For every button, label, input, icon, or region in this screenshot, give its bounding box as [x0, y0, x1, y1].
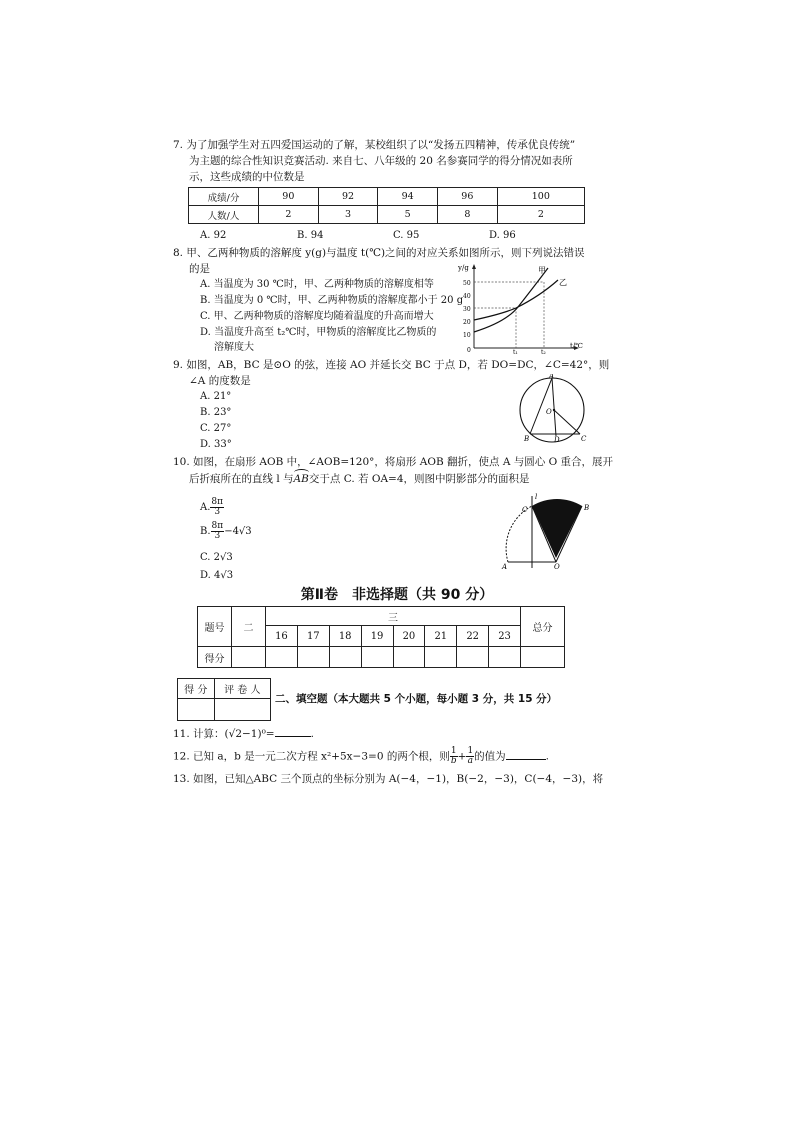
option-prefix: A. — [200, 502, 211, 513]
q12: 12. 已知 a，b 是一元二次方程 x²+5x−3=0 的两个根，则 $\frac{1}{b}$ + $\frac{1}{a}$ 的值为 . — [173, 746, 550, 766]
score-entry-cell[interactable] — [489, 647, 521, 668]
score-cell: 100 — [497, 188, 584, 206]
table-header-cell: 成绩/分 — [189, 188, 259, 206]
graph-y-tick: 50 — [463, 280, 471, 287]
figure-label-a: A — [502, 563, 508, 570]
question-number-cell: 18 — [329, 626, 361, 647]
q7-option-b: B. 94 — [297, 230, 324, 241]
denominator: 3 — [214, 531, 221, 541]
grader-table — [177, 678, 271, 721]
q10-option-b — [200, 522, 252, 541]
shaded-region — [532, 499, 582, 558]
table-row — [189, 188, 585, 206]
q8-option-d-cont: 溶解度大 — [214, 342, 254, 353]
q13-line1: 13. 如图，已知△ABC 三个顶点的坐标分别为 A(−4，−1)，B(−2，−3)，C(−4，−3)，将 — [173, 773, 604, 785]
graph-y-tick: 30 — [463, 306, 471, 313]
score-entry-cell[interactable] — [521, 647, 565, 668]
score-cell: 94 — [378, 188, 438, 206]
q9-option-d: D. 33° — [200, 439, 232, 450]
figure-label-o: O — [546, 408, 552, 416]
table-header-cell: 三 — [266, 607, 521, 626]
q9-line2: ∠A 的度数是 — [189, 375, 251, 387]
score-cell: 92 — [318, 188, 378, 206]
graph-label-jia: 甲 — [538, 266, 546, 275]
question-number-cell: 23 — [489, 626, 521, 647]
q10-option-c: C. 2√3 — [200, 552, 233, 563]
q10-option-d: D. 4√3 — [200, 570, 234, 581]
fraction — [211, 522, 225, 541]
figure-label-o: O — [554, 563, 560, 570]
score-entry-cell[interactable] — [329, 647, 361, 668]
question-number-cell: 16 — [266, 626, 298, 647]
q7-score-table — [188, 187, 585, 224]
question-number-cell: 21 — [425, 626, 457, 647]
answer-blank[interactable] — [506, 749, 546, 760]
table-header-cell: 评 卷 人 — [214, 679, 270, 699]
arc-ab-label: AB — [293, 473, 309, 485]
plus-sign: + — [457, 750, 467, 763]
figure-label-l: l — [535, 493, 538, 501]
q7-option-d: D. 96 — [489, 230, 516, 241]
score-entry-cell[interactable] — [361, 647, 393, 668]
table-header-cell: 人数/人 — [189, 206, 259, 224]
score-entry-cell[interactable] — [232, 647, 266, 668]
option-prefix: B. — [200, 526, 211, 537]
numerator: 1 — [467, 746, 474, 756]
q8-option-d: D. 当温度升高至 t₂℃时，甲物质的溶解度比乙物质的 — [200, 327, 437, 338]
q12-post: 的值为 — [474, 750, 506, 763]
q10-line2-post: 交于点 C. 若 OA=4，则图中阴影部分的面积是 — [308, 473, 530, 485]
count-cell: 8 — [438, 206, 498, 224]
table-header-cell: 总分 — [521, 607, 565, 647]
table-row — [178, 679, 271, 699]
q7-option-a: A. 92 — [200, 230, 227, 241]
q7-line1: 7. 为了加强学生对五四爱国运动的了解，某校组织了以“发扬五四精神，传承优良传统” — [173, 139, 576, 151]
section2-heading: 二、填空题（本大题共 5 个小题，每小题 3 分，共 15 分） — [275, 693, 558, 705]
q9-option-b: B. 23° — [200, 407, 232, 418]
q7-line2: 为主题的综合性知识竞赛活动. 来自七、八年级的 20 名参赛同学的得分情况如表所 — [189, 155, 573, 167]
score-entry-cell[interactable] — [178, 699, 215, 721]
figure-label-d: D — [554, 436, 560, 444]
table-row — [198, 647, 565, 668]
q9-circle-figure — [518, 374, 590, 446]
graph-y-tick: 20 — [463, 319, 471, 326]
numerator: 8π — [211, 497, 224, 507]
score-entry-cell[interactable] — [425, 647, 457, 668]
arc-ab — [294, 472, 309, 486]
denominator: a — [467, 756, 473, 766]
q8-solubility-graph — [456, 262, 588, 354]
fraction — [210, 498, 224, 517]
graph-label-yi: 乙 — [559, 278, 567, 287]
table-header-cell: 得 分 — [178, 679, 215, 699]
graph-x-axis-label: t/℃ — [570, 342, 584, 350]
score-cell: 90 — [259, 188, 319, 206]
option-tail: −4√3 — [224, 526, 252, 537]
q10-option-a — [200, 498, 224, 517]
q12-pre: 12. 已知 a，b 是一元二次方程 x²+5x−3=0 的两个根，则 — [173, 750, 450, 763]
denominator: 3 — [214, 507, 221, 517]
score-entry-cell[interactable] — [297, 647, 329, 668]
numerator: 1 — [450, 746, 457, 756]
score-entry-cell[interactable] — [393, 647, 425, 668]
q9-option-a: A. 21° — [200, 391, 232, 402]
q8-option-b: B. 当温度为 0 ℃时，甲、乙两种物质的溶解度都小于 20 g — [200, 295, 464, 306]
curve-yi — [474, 280, 558, 320]
denominator: b — [450, 756, 457, 766]
q11: 11. 计算：(√2−1)⁰= . — [173, 728, 314, 740]
table-row — [189, 206, 585, 224]
table-row — [178, 699, 271, 721]
part2-score-table — [197, 606, 565, 668]
score-cell: 96 — [438, 188, 498, 206]
q8-line1: 8. 甲、乙两种物质的溶解度 y(g)与温度 t(℃)之间的对应关系如图所示，则下列说法错误 — [173, 247, 585, 259]
figure-label-a: A — [549, 374, 555, 380]
score-entry-cell[interactable] — [266, 647, 298, 668]
q10-line2-pre: 后折痕所在的直线 l 与 — [189, 473, 294, 485]
q7-line3: 示，这些成绩的中位数是 — [189, 171, 305, 183]
graph-x-tick: t₁ — [513, 349, 518, 354]
graph-y-tick: 10 — [463, 332, 471, 339]
table-row — [198, 607, 565, 626]
fraction — [466, 747, 474, 766]
count-cell: 3 — [318, 206, 378, 224]
graph-origin: 0 — [467, 347, 471, 354]
grader-entry-cell[interactable] — [214, 699, 270, 721]
figure-label-b: B — [524, 435, 530, 443]
q10-line2 — [189, 472, 530, 486]
q8-line2: 的是 — [189, 263, 210, 275]
figure-label-c: C — [581, 435, 587, 443]
graph-x-tick: t₂ — [541, 349, 546, 354]
figure-label-b: B — [584, 504, 590, 512]
table-header-cell: 题号 — [198, 607, 232, 647]
q9-line1: 9. 如图，AB，BC 是⊙O 的弦，连接 AO 并延长交 BC 于点 D，若 DO=DC，∠C=42°，则 — [173, 359, 610, 371]
q10-sector-figure — [498, 492, 594, 570]
q9-option-c: C. 27° — [200, 423, 232, 434]
score-entry-cell[interactable] — [457, 647, 489, 668]
numerator: 8π — [211, 521, 224, 531]
arc-mark — [294, 469, 309, 476]
count-cell: 5 — [378, 206, 438, 224]
q11-text: 11. 计算：(√2−1)⁰= — [173, 728, 275, 740]
question-number-cell: 22 — [457, 626, 489, 647]
part2-title: 第Ⅱ卷 非选择题（共 90 分） — [300, 587, 494, 603]
fraction — [450, 747, 458, 766]
question-number-cell: 17 — [297, 626, 329, 647]
count-cell: 2 — [497, 206, 584, 224]
table-header-cell: 得分 — [198, 647, 232, 668]
q7-option-c: C. 95 — [393, 230, 420, 241]
figure-label-c: C — [522, 506, 528, 514]
graph-y-tick: 40 — [463, 293, 471, 300]
count-cell: 2 — [259, 206, 319, 224]
q8-option-c: C. 甲、乙两种物质的溶解度均随着温度的升高而增大 — [200, 311, 434, 322]
question-number-cell: 19 — [361, 626, 393, 647]
table-header-cell: 二 — [232, 607, 266, 647]
answer-blank[interactable] — [275, 726, 311, 737]
q10-line1: 10. 如图，在扇形 AOB 中，∠AOB=120°，将扇形 AOB 翻折，使点 A 与圆心 O 重合，展开 — [173, 456, 614, 468]
curve-jia — [474, 268, 548, 332]
q8-option-a: A. 当温度为 30 ℃时，甲、乙两种物质的溶解度相等 — [200, 279, 434, 290]
question-number-cell: 20 — [393, 626, 425, 647]
graph-y-axis-label: y/g — [458, 264, 469, 272]
